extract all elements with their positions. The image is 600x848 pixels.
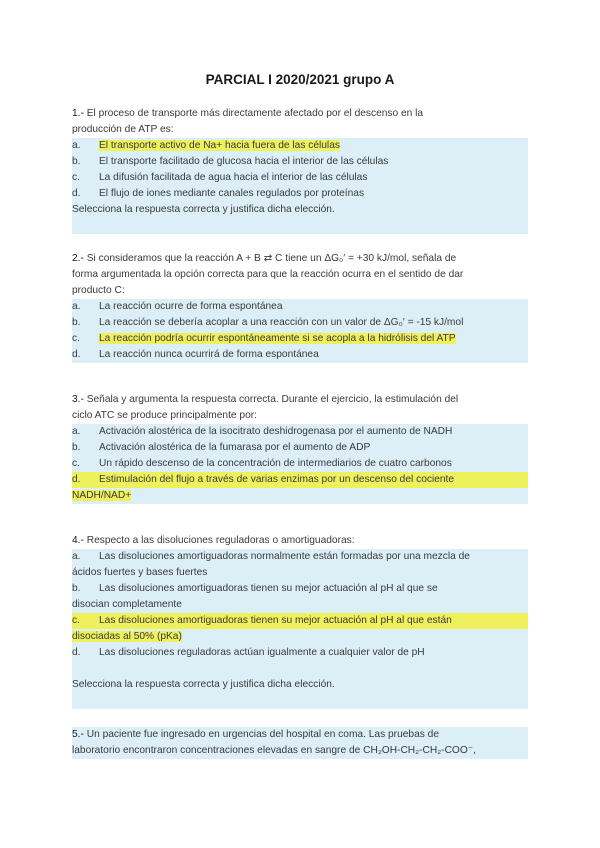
correct-answer-highlight: La reacción podría ocurrir espontáneamente si se acopla a la hidrólisis del ATP [99, 333, 456, 344]
option-b: b. El transporte facilitado de glucosa hacia el interior de las células [72, 156, 389, 167]
option-c: c. Un rápido descenso de la concentración de intermediarios de cuatro carbonos [72, 458, 452, 469]
question-stem: Respecto a las disoluciones reguladoras o amortiguadoras: [83, 535, 355, 546]
question-4 [72, 533, 528, 709]
page-title: PARCIAL I 2020/2021 grupo A [205, 72, 395, 87]
correct-answer-highlight: NADH/NAD+ [72, 490, 132, 501]
question-number: 1.- [72, 108, 84, 119]
option-b: b. Activación alostérica de la fumarasa por el aumento de ADP [72, 442, 371, 453]
question-1 [72, 106, 528, 234]
option-a: a. Activación alostérica de la isocitrato deshidrogenasa por el aumento de NADH [72, 426, 453, 437]
question-2 [72, 251, 528, 363]
option-a: a. Las disoluciones amortiguadoras normalmente están formadas por una mezcla de [72, 551, 470, 562]
correct-answer-highlight: Estimulación del flujo a través de varias enzimas por un descenso del cociente [99, 474, 455, 485]
answer-block [72, 424, 528, 504]
question-stem: producción de ATP es: [72, 124, 174, 135]
correct-answer-highlight: disociadas al 50% (pKa) [72, 631, 182, 642]
question-stem: forma argumentada la opción correcta para que la reacción ocurra en el sentido de dar [72, 269, 464, 280]
instruction: Selecciona la respuesta correcta y justifica dicha elección. [72, 204, 335, 215]
question-stem: El proceso de transporte más directamente afectado por el descenso en la [83, 108, 424, 119]
option-d: d. El flujo de iones mediante canales regulados por proteínas [72, 188, 365, 199]
question-number: 2.- [72, 253, 84, 264]
option-c: c. La difusión facilitada de agua hacia el interior de las células [72, 172, 368, 183]
question-number: 5.- [72, 729, 84, 740]
option-a: a. El transporte activo de Na+ hacia fuera de las células [72, 140, 340, 151]
question-number: 3.- [72, 394, 84, 405]
question-stem: producto C: [72, 285, 125, 296]
correct-answer-highlight: El transporte activo de Na+ hacia fuera de las células [99, 140, 340, 151]
question-3 [72, 392, 528, 504]
question-stem: laboratorio encontraron concentraciones elevadas en sangre de CH₂OH-CH₂-CH₂-COO⁻, [72, 745, 476, 756]
question-number: 4.- [72, 535, 84, 546]
answer-block: a. Las disoluciones amortiguadoras normalmente están formadas por una mezcla de ácidos fuertes y bases fuertes b. Las disoluciones amortiguadoras tienen su mejor actuación al pH al que se disocian completamente c. Las disoluciones amortiguadoras tienen su mejor actuación al pH al que están disociadas al 50% (pKa) d. Las disoluciones reguladoras actúan igualmente a cualquier valor de pH Selecciona la respuesta correcta y justifica dicha elección. [72, 549, 528, 709]
option-c: c. Las disoluciones amortiguadoras tienen su mejor actuación al pH al que están [72, 613, 528, 629]
option-d: d. La reacción nunca ocurrirá de forma espontánea [72, 349, 319, 360]
question-stem: Si consideramos que la reacción A + B ⇄ C tiene un ΔG₀′ = +30 kJ/mol, señala de [83, 253, 457, 264]
question-5 [72, 727, 528, 759]
option-b: b. Las disoluciones amortiguadoras tienen su mejor actuación al pH al que se [72, 583, 438, 594]
answer-block [72, 138, 528, 234]
question-stem: Un paciente fue ingresado en urgencias del hospital en coma. Las pruebas de [83, 729, 439, 740]
option-b: b. La reacción se debería acoplar a una reacción con un valor de ΔG₀′ = -15 kJ/mol [72, 317, 464, 328]
option-c: c. La reacción podría ocurrir espontáneamente si se acopla a la hidrólisis del ATP [72, 333, 456, 344]
question-stem: Señala y argumenta la respuesta correcta. Durante el ejercicio, la estimulación del [83, 394, 459, 405]
answer-block [72, 727, 528, 759]
instruction: Selecciona la respuesta correcta y justifica dicha elección. [72, 679, 335, 690]
correct-answer-highlight: Las disoluciones amortiguadoras tienen su mejor actuación al pH al que están [99, 615, 452, 626]
option-d: d. Las disoluciones reguladoras actúan igualmente a cualquier valor de pH [72, 647, 425, 658]
option-d: d. Estimulación del flujo a través de varias enzimas por un descenso del cociente [72, 472, 528, 488]
question-stem: ciclo ATC se produce principalmente por: [72, 410, 257, 421]
answer-block [72, 299, 528, 363]
option-a: a. La reacción ocurre de forma espontánea [72, 301, 283, 312]
